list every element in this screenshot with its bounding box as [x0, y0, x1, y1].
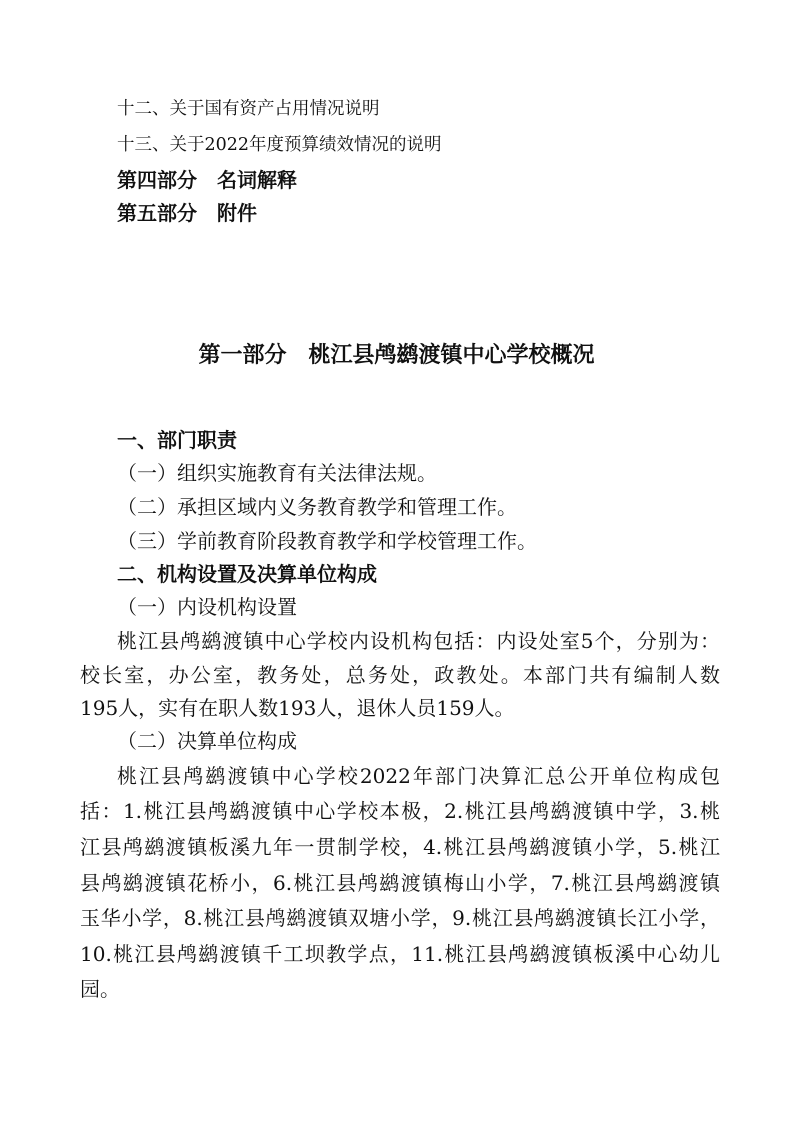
paragraph-line: 10.桃江县鸬鹚渡镇千工坝教学点，11.桃江县鸬鹚渡镇板溪中心幼儿 [80, 942, 720, 966]
toc-item-12: 十二、关于国有资产占用情况说明 [117, 99, 380, 119]
paragraph-line: 县鸬鹚渡镇花桥小，6.桃江县鸬鹚渡镇梅山小学，7.桃江县鸬鹚渡镇 [80, 871, 720, 895]
paragraph-line: 园。 [80, 977, 120, 1001]
part-title: 第一部分 桃江县鸬鹚渡镇中心学校概况 [198, 342, 595, 368]
paragraph-line: 校长室，办公室，教务处，总务处，政教处。本部门共有编制人数 [80, 663, 720, 687]
paragraph-line: 桃江县鸬鹚渡镇中心学校内设机构包括：内设处室5个，分别为： [117, 629, 720, 653]
section-heading-duties: 一、部门职责 [117, 428, 237, 452]
toc-item-13: 十三、关于2022年度预算绩效情况的说明 [117, 135, 442, 155]
duty-item: （二）承担区域内义务教育教学和管理工作。 [117, 495, 517, 519]
paragraph-line: 括：1.桃江县鸬鹚渡镇中心学校本极，2.桃江县鸬鹚渡镇中学，3.桃 [80, 799, 720, 823]
paragraph-line: 195人，实有在职人数193人，退休人员159人。 [80, 696, 515, 720]
subheading-units: （二）决算单位构成 [117, 729, 297, 753]
paragraph-line: 桃江县鸬鹚渡镇中心学校2022年部门决算汇总公开单位构成包 [117, 764, 720, 788]
duty-item: （一）组织实施教育有关法律法规。 [117, 461, 437, 485]
toc-part-4: 第四部分 名词解释 [117, 168, 297, 192]
paragraph-line: 玉华小学，8.桃江县鸬鹚渡镇双塘小学，9.桃江县鸬鹚渡镇长江小学， [80, 906, 720, 930]
duty-item: （三）学前教育阶段教育教学和学校管理工作。 [117, 529, 537, 553]
section-heading-structure: 二、机构设置及决算单位构成 [117, 562, 377, 586]
subheading-internal: （一）内设机构设置 [117, 595, 297, 619]
paragraph-line: 江县鸬鹚渡镇板溪九年一贯制学校，4.桃江县鸬鹚渡镇小学，5.桃江 [80, 835, 720, 859]
toc-part-5: 第五部分 附件 [117, 201, 257, 225]
